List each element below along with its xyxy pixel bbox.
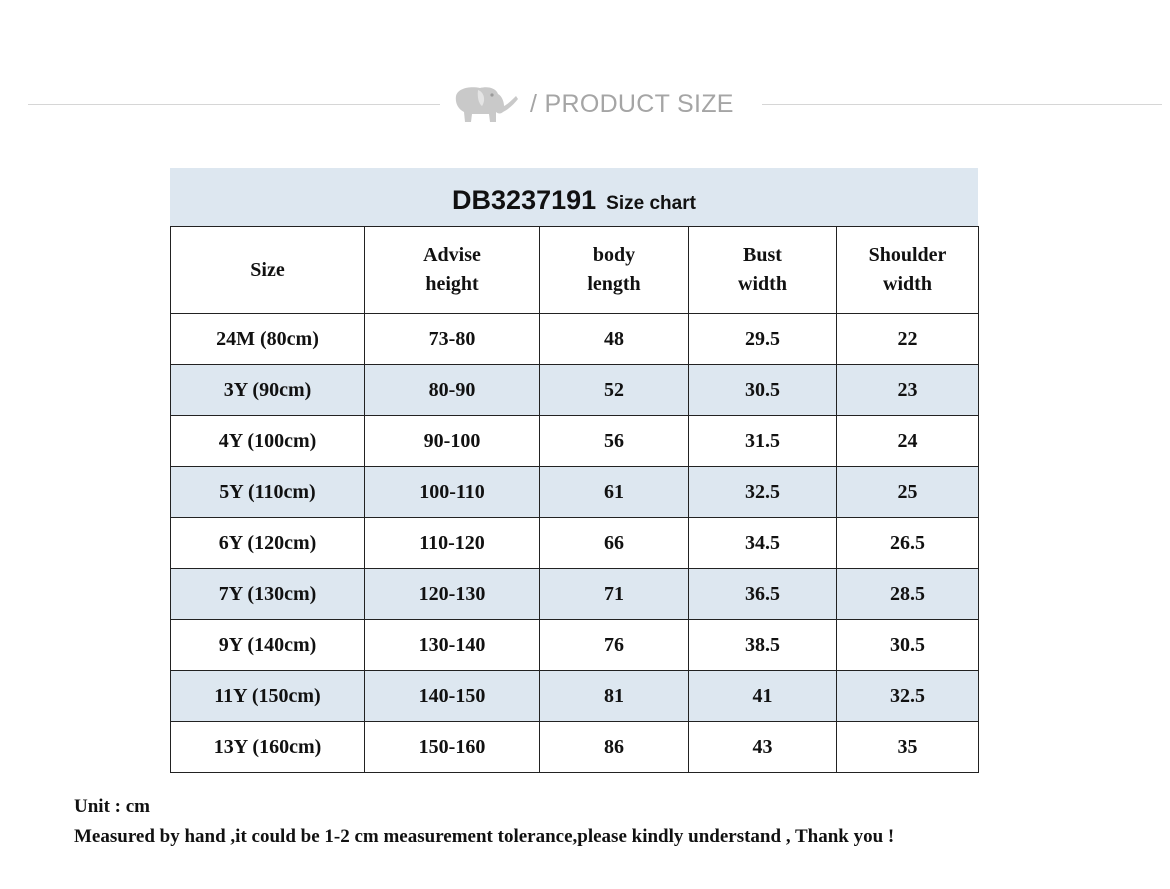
header-divider-right bbox=[762, 104, 1162, 105]
size-chart-subtitle: Size chart bbox=[606, 193, 696, 214]
table-row bbox=[171, 314, 979, 365]
section-header bbox=[446, 82, 734, 126]
cell-body-length: 71 bbox=[540, 569, 689, 620]
cell-advise-height: 80-90 bbox=[365, 365, 540, 416]
section-title: / PRODUCT SIZE bbox=[530, 89, 734, 118]
cell-advise-height: 110-120 bbox=[365, 518, 540, 569]
cell-bust-width: 43 bbox=[689, 722, 837, 773]
cell-body-length: 66 bbox=[540, 518, 689, 569]
cell-shoulder-width: 22 bbox=[837, 314, 979, 365]
table-row bbox=[171, 416, 979, 467]
cell-body-length: 56 bbox=[540, 416, 689, 467]
column-header-bust-width: Bust width bbox=[689, 227, 837, 314]
cell-bust-width: 41 bbox=[689, 671, 837, 722]
cell-shoulder-width: 25 bbox=[837, 467, 979, 518]
table-row bbox=[171, 722, 979, 773]
cell-size: 3Y (90cm) bbox=[171, 365, 365, 416]
cell-advise-height: 100-110 bbox=[365, 467, 540, 518]
cell-bust-width: 34.5 bbox=[689, 518, 837, 569]
header-divider-left bbox=[28, 104, 440, 105]
column-header-body-length: body length bbox=[540, 227, 689, 314]
cell-advise-height: 73-80 bbox=[365, 314, 540, 365]
cell-size: 11Y (150cm) bbox=[171, 671, 365, 722]
table-row bbox=[171, 365, 979, 416]
cell-size: 24M (80cm) bbox=[171, 314, 365, 365]
cell-shoulder-width: 23 bbox=[837, 365, 979, 416]
cell-body-length: 52 bbox=[540, 365, 689, 416]
cell-size: 7Y (130cm) bbox=[171, 569, 365, 620]
table-row bbox=[171, 467, 979, 518]
column-header-advise-height: Advise height bbox=[365, 227, 540, 314]
cell-shoulder-width: 30.5 bbox=[837, 620, 979, 671]
cell-advise-height: 150-160 bbox=[365, 722, 540, 773]
cell-size: 5Y (110cm) bbox=[171, 467, 365, 518]
cell-body-length: 48 bbox=[540, 314, 689, 365]
size-table bbox=[170, 226, 979, 773]
cell-size: 9Y (140cm) bbox=[171, 620, 365, 671]
cell-bust-width: 29.5 bbox=[689, 314, 837, 365]
cell-shoulder-width: 28.5 bbox=[837, 569, 979, 620]
column-header-shoulder-width: Shoulder width bbox=[837, 227, 979, 314]
column-header-size: Size bbox=[171, 227, 365, 314]
cell-advise-height: 90-100 bbox=[365, 416, 540, 467]
cell-bust-width: 30.5 bbox=[689, 365, 837, 416]
cell-bust-width: 32.5 bbox=[689, 467, 837, 518]
cell-advise-height: 120-130 bbox=[365, 569, 540, 620]
cell-body-length: 86 bbox=[540, 722, 689, 773]
table-header-row bbox=[171, 227, 979, 314]
size-chart bbox=[170, 168, 978, 773]
table-row bbox=[171, 569, 979, 620]
cell-advise-height: 140-150 bbox=[365, 671, 540, 722]
elephant-icon bbox=[446, 82, 522, 126]
cell-shoulder-width: 24 bbox=[837, 416, 979, 467]
tolerance-note: Measured by hand ,it could be 1-2 cm measurement tolerance,please kindly understand , Thank you ! bbox=[74, 826, 895, 847]
cell-bust-width: 31.5 bbox=[689, 416, 837, 467]
table-row bbox=[171, 671, 979, 722]
cell-size: 4Y (100cm) bbox=[171, 416, 365, 467]
cell-bust-width: 38.5 bbox=[689, 620, 837, 671]
cell-body-length: 81 bbox=[540, 671, 689, 722]
cell-bust-width: 36.5 bbox=[689, 569, 837, 620]
cell-size: 13Y (160cm) bbox=[171, 722, 365, 773]
product-code: DB3237191 bbox=[452, 185, 597, 215]
unit-note: Unit : cm bbox=[74, 796, 150, 817]
table-row bbox=[171, 518, 979, 569]
table-row bbox=[171, 620, 979, 671]
cell-shoulder-width: 35 bbox=[837, 722, 979, 773]
cell-size: 6Y (120cm) bbox=[171, 518, 365, 569]
cell-body-length: 61 bbox=[540, 467, 689, 518]
cell-advise-height: 130-140 bbox=[365, 620, 540, 671]
size-chart-title-bar bbox=[170, 168, 978, 226]
cell-body-length: 76 bbox=[540, 620, 689, 671]
footer-notes bbox=[74, 792, 894, 852]
cell-shoulder-width: 26.5 bbox=[837, 518, 979, 569]
cell-shoulder-width: 32.5 bbox=[837, 671, 979, 722]
